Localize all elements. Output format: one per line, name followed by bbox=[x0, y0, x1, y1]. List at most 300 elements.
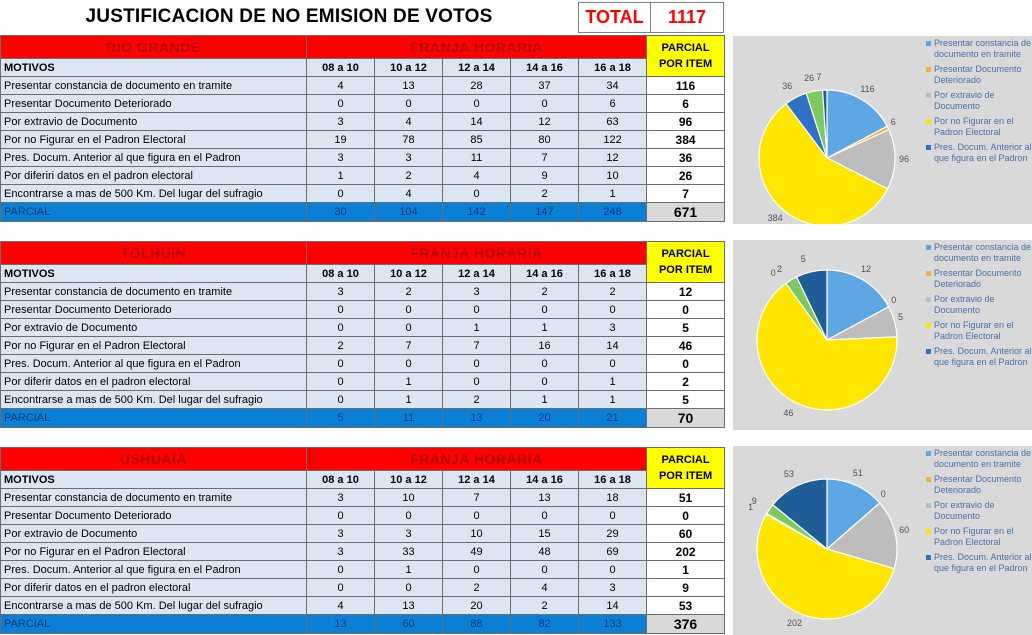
parcial-por-item-header bbox=[647, 242, 725, 283]
pie-data-label: 60 bbox=[899, 525, 910, 536]
value-cell: 14 bbox=[579, 337, 647, 355]
parcial-total-cell: 671 bbox=[647, 203, 725, 222]
parcial-label: PARCIAL bbox=[661, 42, 710, 54]
parcial-por-item-header bbox=[647, 448, 725, 489]
value-cell: 0 bbox=[307, 507, 375, 525]
row-total-cell: 96 bbox=[647, 113, 725, 131]
legend-label: Por extravio de Documento bbox=[934, 90, 995, 111]
pie-chart-panel bbox=[733, 36, 1032, 224]
pie-data-label: 36 bbox=[782, 80, 793, 91]
section-table bbox=[0, 447, 725, 634]
parcial-label: PARCIAL bbox=[1, 203, 307, 222]
legend-item bbox=[926, 474, 1032, 496]
time-slot-header: 12 a 14 bbox=[443, 59, 511, 77]
value-cell: 49 bbox=[443, 543, 511, 561]
motivo-cell: Pres. Docum. Anterior al que figura en el Padron bbox=[1, 561, 307, 579]
table-row bbox=[1, 597, 725, 615]
motivo-cell: Presentar constancia de documento en tramite bbox=[1, 77, 307, 95]
value-cell: 0 bbox=[307, 95, 375, 113]
time-slot-header: 16 a 18 bbox=[579, 471, 647, 489]
table-row bbox=[1, 131, 725, 149]
row-total-cell: 9 bbox=[647, 579, 725, 597]
value-cell: 18 bbox=[579, 489, 647, 507]
value-cell: 2 bbox=[511, 185, 579, 203]
row-total-cell: 7 bbox=[647, 185, 725, 203]
value-cell: 15 bbox=[511, 525, 579, 543]
time-slot-header: 14 a 16 bbox=[511, 59, 579, 77]
pie-data-label: 5 bbox=[898, 312, 904, 323]
table-row bbox=[1, 489, 725, 507]
legend-swatch bbox=[926, 67, 931, 72]
parcial-value-cell: 82 bbox=[511, 615, 579, 634]
franja-horaria-header: FRANJA HORARIA bbox=[307, 36, 647, 59]
value-cell: 3 bbox=[375, 525, 443, 543]
parcial-value-cell: 104 bbox=[375, 203, 443, 222]
value-cell: 10 bbox=[579, 167, 647, 185]
parcial-value-cell: 248 bbox=[579, 203, 647, 222]
motivos-header: MOTIVOS bbox=[1, 59, 307, 77]
legend-label: Por extravio de Documento bbox=[934, 500, 995, 521]
legend-label: Pres. Docum. Anterior al que figura en el Padron bbox=[934, 552, 1032, 573]
legend-item bbox=[926, 526, 1032, 548]
time-slot-header: 10 a 12 bbox=[375, 59, 443, 77]
value-cell: 7 bbox=[375, 337, 443, 355]
total-value: 1117 bbox=[667, 7, 707, 27]
motivo-cell: Por diferir datos en el padron electoral bbox=[1, 373, 307, 391]
value-cell: 4 bbox=[375, 185, 443, 203]
value-cell: 3 bbox=[579, 579, 647, 597]
legend-swatch bbox=[926, 41, 931, 46]
chart-legend bbox=[926, 242, 1032, 372]
value-cell: 37 bbox=[511, 77, 579, 95]
motivo-cell: Presentar Documento Deteriorado bbox=[1, 507, 307, 525]
legend-item bbox=[926, 116, 1032, 138]
table-row bbox=[1, 95, 725, 113]
parcial-total-cell: 376 bbox=[647, 615, 725, 634]
value-cell: 0 bbox=[443, 95, 511, 113]
value-cell: 1 bbox=[579, 373, 647, 391]
value-cell: 34 bbox=[579, 77, 647, 95]
row-total-cell: 5 bbox=[647, 391, 725, 409]
parcial-value-cell: 133 bbox=[579, 615, 647, 634]
value-cell: 3 bbox=[443, 283, 511, 301]
legend-label: Presentar constancia de documento en tramite bbox=[934, 38, 1032, 59]
legend-label: Por no Figurar en el Padron Electoral bbox=[934, 526, 1014, 547]
table-row bbox=[1, 77, 725, 95]
motivo-cell: Por extravio de Documento bbox=[1, 319, 307, 337]
table-row bbox=[1, 507, 725, 525]
legend-swatch bbox=[926, 349, 931, 354]
value-cell: 1 bbox=[375, 373, 443, 391]
franja-horaria-header: FRANJA HORARIA bbox=[307, 242, 647, 265]
value-cell: 0 bbox=[307, 391, 375, 409]
parcial-row bbox=[1, 203, 725, 222]
value-cell: 3 bbox=[307, 525, 375, 543]
value-cell: 0 bbox=[511, 561, 579, 579]
value-cell: 0 bbox=[443, 561, 511, 579]
motivo-cell: Presentar Documento Deteriorado bbox=[1, 301, 307, 319]
pie-data-label: 7 bbox=[816, 72, 822, 83]
value-cell: 13 bbox=[375, 77, 443, 95]
time-slot-header: 14 a 16 bbox=[511, 471, 579, 489]
legend-item bbox=[926, 38, 1032, 60]
value-cell: 0 bbox=[579, 355, 647, 373]
value-cell: 80 bbox=[511, 131, 579, 149]
pie-data-label: 53 bbox=[783, 468, 794, 479]
parcial-value-cell: 147 bbox=[511, 203, 579, 222]
time-slot-header: 08 a 10 bbox=[307, 59, 375, 77]
value-cell: 0 bbox=[307, 561, 375, 579]
row-total-cell: 60 bbox=[647, 525, 725, 543]
legend-swatch bbox=[926, 297, 931, 302]
time-slot-header: 12 a 14 bbox=[443, 471, 511, 489]
row-total-cell: 0 bbox=[647, 355, 725, 373]
parcial-value-cell: 11 bbox=[375, 409, 443, 428]
row-total-cell: 384 bbox=[647, 131, 725, 149]
pie-chart bbox=[733, 240, 923, 430]
table-row bbox=[1, 561, 725, 579]
pie-chart bbox=[733, 446, 923, 635]
motivo-cell: Pres. Docum. Anterior al que figura en el Padron bbox=[1, 355, 307, 373]
value-cell: 2 bbox=[375, 283, 443, 301]
pie-chart bbox=[733, 36, 923, 224]
table-row bbox=[1, 391, 725, 409]
parcial-value-cell: 20 bbox=[511, 409, 579, 428]
value-cell: 2 bbox=[443, 391, 511, 409]
section-name: RIO GRANDE bbox=[1, 36, 307, 59]
value-cell: 0 bbox=[511, 355, 579, 373]
value-cell: 33 bbox=[375, 543, 443, 561]
chart-legend bbox=[926, 448, 1032, 578]
por-item-label: POR ITEM bbox=[658, 58, 713, 70]
value-cell: 69 bbox=[579, 543, 647, 561]
legend-label: Por no Figurar en el Padron Electoral bbox=[934, 116, 1014, 137]
table-row bbox=[1, 185, 725, 203]
pie-data-label: 1 bbox=[748, 501, 754, 512]
time-slot-header: 16 a 18 bbox=[579, 59, 647, 77]
value-cell: 0 bbox=[579, 561, 647, 579]
value-cell: 19 bbox=[307, 131, 375, 149]
section-table bbox=[0, 35, 725, 222]
parcial-por-item-header bbox=[647, 36, 725, 77]
pie-data-label: 51 bbox=[852, 468, 863, 479]
value-cell: 0 bbox=[443, 301, 511, 319]
value-cell: 4 bbox=[511, 579, 579, 597]
parcial-label: PARCIAL bbox=[1, 409, 307, 428]
legend-item bbox=[926, 64, 1032, 86]
value-cell: 0 bbox=[307, 319, 375, 337]
value-cell: 1 bbox=[511, 391, 579, 409]
parcial-value-cell: 21 bbox=[579, 409, 647, 428]
row-total-cell: 0 bbox=[647, 301, 725, 319]
pie-data-label: 116 bbox=[860, 83, 875, 94]
motivo-cell: Por no Figurar en el Padron Electoral bbox=[1, 543, 307, 561]
value-cell: 78 bbox=[375, 131, 443, 149]
motivos-header: MOTIVOS bbox=[1, 471, 307, 489]
legend-swatch bbox=[926, 529, 931, 534]
time-slot-header: 16 a 18 bbox=[579, 265, 647, 283]
page-title: JUSTIFICACION DE NO EMISION DE VOTOS bbox=[85, 6, 493, 27]
motivo-cell: Encontrarse a mas de 500 Km. Del lugar del sufragio bbox=[1, 597, 307, 615]
row-total-cell: 51 bbox=[647, 489, 725, 507]
value-cell: 2 bbox=[511, 283, 579, 301]
parcial-total-cell: 70 bbox=[647, 409, 725, 428]
parcial-row bbox=[1, 615, 725, 634]
parcial-value-cell: 5 bbox=[307, 409, 375, 428]
pie-data-label: 0 bbox=[770, 267, 776, 278]
value-cell: 13 bbox=[375, 597, 443, 615]
value-cell: 10 bbox=[443, 525, 511, 543]
value-cell: 9 bbox=[511, 167, 579, 185]
parcial-value-cell: 60 bbox=[375, 615, 443, 634]
franja-horaria-header: FRANJA HORARIA bbox=[307, 448, 647, 471]
legend-swatch bbox=[926, 323, 931, 328]
value-cell: 7 bbox=[511, 149, 579, 167]
por-item-label: POR ITEM bbox=[658, 264, 713, 276]
value-cell: 0 bbox=[443, 373, 511, 391]
parcial-value-cell: 30 bbox=[307, 203, 375, 222]
value-cell: 0 bbox=[443, 355, 511, 373]
value-cell: 0 bbox=[307, 301, 375, 319]
legend-item bbox=[926, 90, 1032, 112]
legend-label: Presentar Documento Deteriorado bbox=[934, 64, 1022, 85]
parcial-value-cell: 13 bbox=[443, 409, 511, 428]
value-cell: 11 bbox=[443, 149, 511, 167]
value-cell: 4 bbox=[443, 167, 511, 185]
value-cell: 13 bbox=[511, 489, 579, 507]
legend-swatch bbox=[926, 93, 931, 98]
parcial-label: PARCIAL bbox=[661, 454, 710, 466]
row-total-cell: 1 bbox=[647, 561, 725, 579]
value-cell: 2 bbox=[375, 167, 443, 185]
value-cell: 0 bbox=[375, 507, 443, 525]
value-cell: 1 bbox=[579, 185, 647, 203]
value-cell: 4 bbox=[307, 77, 375, 95]
row-total-cell: 46 bbox=[647, 337, 725, 355]
time-slot-header: 10 a 12 bbox=[375, 471, 443, 489]
pie-data-label: 5 bbox=[800, 254, 806, 265]
motivo-cell: Por diferir datos en el padron electoral bbox=[1, 579, 307, 597]
table-row bbox=[1, 301, 725, 319]
pie-data-label: 46 bbox=[783, 407, 794, 418]
value-cell: 0 bbox=[307, 355, 375, 373]
value-cell: 12 bbox=[511, 113, 579, 131]
pie-data-label: 9 bbox=[751, 496, 757, 507]
value-cell: 4 bbox=[307, 597, 375, 615]
table-row bbox=[1, 149, 725, 167]
value-cell: 7 bbox=[443, 489, 511, 507]
value-cell: 0 bbox=[511, 95, 579, 113]
motivo-cell: Presentar Documento Deteriorado bbox=[1, 95, 307, 113]
value-cell: 14 bbox=[443, 113, 511, 131]
motivo-cell: Encontrarse a mas de 500 Km. Del lugar del sufragio bbox=[1, 185, 307, 203]
table-row bbox=[1, 319, 725, 337]
value-cell: 48 bbox=[511, 543, 579, 561]
value-cell: 4 bbox=[375, 113, 443, 131]
row-total-cell: 2 bbox=[647, 373, 725, 391]
parcial-row bbox=[1, 409, 725, 428]
legend-item bbox=[926, 346, 1032, 368]
pie-data-label: 2 bbox=[776, 263, 782, 274]
value-cell: 16 bbox=[511, 337, 579, 355]
value-cell: 0 bbox=[579, 301, 647, 319]
value-cell: 6 bbox=[579, 95, 647, 113]
value-cell: 0 bbox=[375, 95, 443, 113]
row-total-cell: 12 bbox=[647, 283, 725, 301]
value-cell: 2 bbox=[579, 283, 647, 301]
value-cell: 3 bbox=[307, 543, 375, 561]
row-total-cell: 6 bbox=[647, 95, 725, 113]
value-cell: 0 bbox=[375, 355, 443, 373]
table-row bbox=[1, 579, 725, 597]
value-cell: 1 bbox=[375, 561, 443, 579]
value-cell: 0 bbox=[579, 507, 647, 525]
parcial-value-cell: 88 bbox=[443, 615, 511, 634]
time-slot-header: 14 a 16 bbox=[511, 265, 579, 283]
section-table bbox=[0, 241, 725, 428]
row-total-cell: 0 bbox=[647, 507, 725, 525]
legend-swatch bbox=[926, 503, 931, 508]
time-slot-header: 10 a 12 bbox=[375, 265, 443, 283]
value-cell: 122 bbox=[579, 131, 647, 149]
pie-data-label: 202 bbox=[786, 618, 803, 629]
pie-data-label: 384 bbox=[767, 213, 783, 224]
value-cell: 3 bbox=[307, 489, 375, 507]
row-total-cell: 5 bbox=[647, 319, 725, 337]
motivo-cell: Por extravio de Documento bbox=[1, 525, 307, 543]
table-row bbox=[1, 543, 725, 561]
pie-chart-panel bbox=[733, 240, 1032, 430]
pie-chart-panel bbox=[733, 446, 1032, 635]
row-total-cell: 202 bbox=[647, 543, 725, 561]
motivos-header: MOTIVOS bbox=[1, 265, 307, 283]
value-cell: 1 bbox=[375, 391, 443, 409]
value-cell: 0 bbox=[511, 301, 579, 319]
value-cell: 3 bbox=[579, 319, 647, 337]
value-cell: 3 bbox=[307, 283, 375, 301]
legend-label: Presentar constancia de documento en tramite bbox=[934, 448, 1032, 469]
time-slot-header: 12 a 14 bbox=[443, 265, 511, 283]
value-cell: 2 bbox=[307, 337, 375, 355]
value-cell: 0 bbox=[511, 507, 579, 525]
value-cell: 1 bbox=[511, 319, 579, 337]
pie-data-label: 0 bbox=[880, 489, 886, 500]
por-item-label: POR ITEM bbox=[658, 470, 713, 482]
value-cell: 7 bbox=[443, 337, 511, 355]
value-cell: 2 bbox=[443, 579, 511, 597]
legend-swatch bbox=[926, 477, 931, 482]
value-cell: 28 bbox=[443, 77, 511, 95]
pie-data-label: 96 bbox=[898, 153, 909, 164]
pie-data-label: 12 bbox=[861, 263, 872, 274]
motivo-cell: Encontrarse a mas de 500 Km. Del lugar del sufragio bbox=[1, 391, 307, 409]
legend-label: Pres. Docum. Anterior al que figura en el Padron bbox=[934, 346, 1032, 367]
legend-swatch bbox=[926, 145, 931, 150]
value-cell: 3 bbox=[375, 149, 443, 167]
total-box bbox=[578, 2, 724, 33]
table-row bbox=[1, 373, 725, 391]
row-total-cell: 53 bbox=[647, 597, 725, 615]
legend-item bbox=[926, 242, 1032, 264]
value-cell: 0 bbox=[307, 185, 375, 203]
row-total-cell: 36 bbox=[647, 149, 725, 167]
legend-label: Presentar constancia de documento en tramite bbox=[934, 242, 1032, 263]
table-row bbox=[1, 113, 725, 131]
legend-swatch bbox=[926, 555, 931, 560]
value-cell: 3 bbox=[307, 113, 375, 131]
legend-label: Por extravio de Documento bbox=[934, 294, 995, 315]
legend-item bbox=[926, 552, 1032, 574]
legend-swatch bbox=[926, 451, 931, 456]
legend-label: Presentar Documento Deteriorado bbox=[934, 268, 1022, 289]
value-cell: 85 bbox=[443, 131, 511, 149]
value-cell: 1 bbox=[579, 391, 647, 409]
motivo-cell: Pres. Docum. Anterior al que figura en el Padron bbox=[1, 149, 307, 167]
value-cell: 20 bbox=[443, 597, 511, 615]
value-cell: 2 bbox=[511, 597, 579, 615]
value-cell: 1 bbox=[443, 319, 511, 337]
motivo-cell: Por diferiri datos en el padron electoral bbox=[1, 167, 307, 185]
value-cell: 12 bbox=[579, 149, 647, 167]
motivo-cell: Por no Figurar en el Padron Electoral bbox=[1, 337, 307, 355]
row-total-cell: 26 bbox=[647, 167, 725, 185]
legend-item bbox=[926, 320, 1032, 342]
legend-label: Por no Figurar en el Padron Electoral bbox=[934, 320, 1014, 341]
motivo-cell: Presentar constancia de documento en tramite bbox=[1, 489, 307, 507]
value-cell: 0 bbox=[511, 373, 579, 391]
total-label: TOTAL bbox=[579, 3, 651, 32]
value-cell: 0 bbox=[443, 507, 511, 525]
value-cell: 29 bbox=[579, 525, 647, 543]
value-cell: 0 bbox=[375, 319, 443, 337]
value-cell: 0 bbox=[307, 373, 375, 391]
value-cell: 0 bbox=[375, 301, 443, 319]
legend-item bbox=[926, 142, 1032, 164]
motivo-cell: Presentar constancia de documento en tramite bbox=[1, 283, 307, 301]
legend-swatch bbox=[926, 271, 931, 276]
pie-data-label: 0 bbox=[891, 295, 897, 306]
legend-swatch bbox=[926, 245, 931, 250]
value-cell: 3 bbox=[307, 149, 375, 167]
table-row bbox=[1, 355, 725, 373]
pie-data-label: 26 bbox=[804, 73, 815, 84]
value-cell: 0 bbox=[443, 185, 511, 203]
parcial-label: PARCIAL bbox=[661, 248, 710, 260]
value-cell: 0 bbox=[375, 579, 443, 597]
value-cell: 14 bbox=[579, 597, 647, 615]
value-cell: 0 bbox=[307, 579, 375, 597]
value-cell: 1 bbox=[307, 167, 375, 185]
value-cell: 63 bbox=[579, 113, 647, 131]
value-cell: 10 bbox=[375, 489, 443, 507]
legend-item bbox=[926, 268, 1032, 290]
table-row bbox=[1, 283, 725, 301]
time-slot-header: 08 a 10 bbox=[307, 265, 375, 283]
parcial-value-cell: 142 bbox=[443, 203, 511, 222]
legend-label: Pres. Docum. Anterior al que figura en el Padron bbox=[934, 142, 1032, 163]
section-name: USHUAIA bbox=[1, 448, 307, 471]
time-slot-header: 08 a 10 bbox=[307, 471, 375, 489]
chart-legend bbox=[926, 38, 1032, 168]
motivo-cell: Por no Figurar en el Padron Electoral bbox=[1, 131, 307, 149]
legend-item bbox=[926, 294, 1032, 316]
legend-item bbox=[926, 500, 1032, 522]
pie-data-label: 6 bbox=[890, 116, 896, 127]
table-row bbox=[1, 337, 725, 355]
section-name: TOLHUIN bbox=[1, 242, 307, 265]
parcial-value-cell: 13 bbox=[307, 615, 375, 634]
legend-label: Presentar Documento Deteriorado bbox=[934, 474, 1022, 495]
